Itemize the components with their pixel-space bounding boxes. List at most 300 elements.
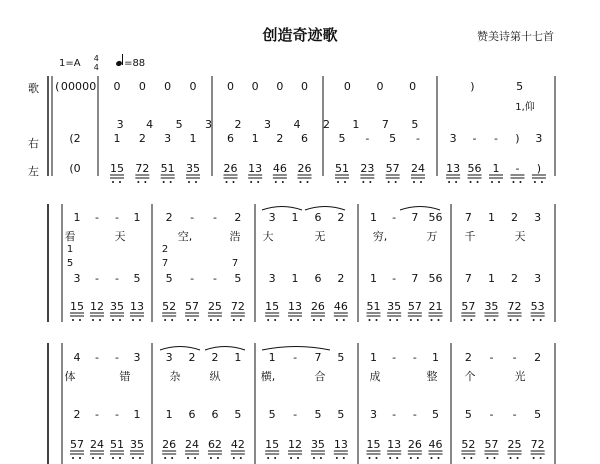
octave-dot — [233, 181, 235, 183]
octave-dot — [282, 181, 284, 183]
voice-note: 0 — [164, 80, 172, 93]
octave-dot — [112, 319, 114, 321]
octave-dot — [517, 457, 519, 459]
inner-note: 5 — [66, 258, 74, 269]
octave-dot — [512, 181, 514, 183]
right-upper-note: 2 — [234, 118, 242, 131]
melody-note: 1 — [73, 211, 81, 224]
octave-dot — [170, 181, 172, 183]
octave-dot — [343, 319, 345, 321]
melody-note: 2 — [165, 211, 173, 224]
octave-dot — [194, 457, 196, 459]
right-lower-note: - — [365, 132, 370, 145]
right-lower-note: 5 — [534, 408, 542, 421]
octave-dot — [290, 457, 292, 459]
right-lower-note: 5 — [234, 272, 242, 285]
melody-note: 6 — [314, 211, 322, 224]
voice-note: 0 — [67, 80, 75, 93]
octave-dot — [194, 319, 196, 321]
left-note: 25 — [207, 300, 222, 313]
left-note: 56 — [467, 162, 482, 175]
left-note: 23 — [360, 162, 375, 175]
octave-dot — [448, 181, 450, 183]
octave-dot — [498, 181, 500, 183]
slur — [400, 207, 440, 211]
octave-dot — [336, 457, 338, 459]
right-lower-note: 5 — [133, 272, 141, 285]
lyric: 万 — [426, 230, 438, 243]
octave-dot — [470, 181, 472, 183]
octave-dot — [297, 457, 299, 459]
slur — [262, 207, 302, 211]
left-note: 35 — [186, 162, 200, 175]
right-upper-note: 5 — [411, 118, 419, 131]
slur — [160, 347, 200, 351]
right-lower-note: 5 — [337, 408, 345, 421]
left-note: 51 — [160, 162, 175, 175]
octave-dot — [274, 457, 276, 459]
left-note: 12 — [288, 438, 303, 451]
left-note: 52 — [162, 300, 177, 313]
melody-note: - — [392, 351, 397, 364]
lyric: 天 — [514, 230, 526, 243]
octave-dot — [463, 319, 465, 321]
melody-note: 2 — [464, 351, 472, 364]
octave-dot — [493, 319, 495, 321]
right-lower-note: 1 — [370, 272, 377, 285]
octave-dot — [534, 181, 536, 183]
octave-dot — [389, 457, 391, 459]
octave-dot — [240, 319, 242, 321]
octave-dot — [139, 457, 141, 459]
octave-dot — [112, 457, 114, 459]
melody-note: - — [392, 211, 397, 224]
octave-dot — [112, 181, 114, 183]
left-note: 21 — [428, 300, 443, 313]
octave-dot — [72, 319, 74, 321]
right-lower-note: 3 — [449, 132, 457, 145]
right-lower-note: 5 — [389, 132, 397, 145]
melody-note: 3 — [534, 211, 542, 224]
right-lower-note: 5 — [314, 408, 322, 421]
octave-dot — [438, 319, 440, 321]
octave-dot — [217, 457, 219, 459]
left-note: 1 — [492, 162, 500, 175]
octave-dot — [533, 457, 535, 459]
melody-note: 1 — [487, 211, 495, 224]
octave-dot — [99, 457, 101, 459]
tempo-marking: =88 — [124, 58, 146, 69]
octave-dot — [410, 457, 412, 459]
octave-dot — [369, 319, 371, 321]
octave-dot — [519, 181, 521, 183]
octave-dot — [226, 181, 228, 183]
left-note: 57 — [407, 300, 422, 313]
melody-note: 1 — [291, 211, 299, 224]
octave-dot — [431, 319, 433, 321]
right-lower-note: 2 — [73, 408, 81, 421]
melody-note: 7 — [314, 351, 322, 364]
octave-dot — [517, 319, 519, 321]
inner-note: 1 — [66, 244, 74, 255]
right-lower-note: 7 — [464, 272, 472, 285]
left-note: 46 — [428, 438, 443, 451]
right-lower-note: 1 — [251, 132, 259, 145]
right-lower-note: 1 — [189, 132, 197, 145]
melody-note: 2 — [534, 351, 542, 364]
melody-note: - — [412, 351, 417, 364]
right-lower-note: 5 — [338, 132, 346, 145]
right-lower-note: 1 — [113, 132, 121, 145]
right-lower-note: 2 — [276, 132, 284, 145]
part-label-left: 左 — [28, 165, 39, 178]
inner-note: 7 — [231, 258, 239, 269]
left-note: 15 — [70, 300, 84, 313]
right-lower-note: 1 — [133, 408, 141, 421]
left-note: (0 — [69, 162, 81, 175]
left-note: 35 — [310, 438, 325, 451]
left-note: 51 — [335, 162, 349, 175]
left-note: 24 — [411, 162, 425, 175]
left-note: 46 — [272, 162, 287, 175]
right-lower-note: - — [115, 408, 119, 421]
voice-note: 0 — [409, 80, 417, 93]
octave-dot — [92, 457, 94, 459]
right-lower-note: 6 — [301, 132, 308, 145]
octave-dot — [92, 319, 94, 321]
left-note: 13 — [130, 300, 144, 313]
voice-note: 0 — [82, 80, 90, 93]
octave-dot — [388, 181, 390, 183]
octave-dot — [541, 181, 543, 183]
melody-note: - — [489, 351, 494, 364]
lyric: 整 — [426, 370, 438, 383]
left-note: 15 — [265, 438, 280, 451]
octave-dot — [533, 319, 535, 321]
part-label-right: 右 — [28, 137, 39, 150]
melody-note: 7 — [411, 211, 419, 224]
octave-dot — [455, 181, 457, 183]
octave-dot — [389, 319, 391, 321]
left-note: 35 — [387, 300, 402, 313]
lyric: 穷, — [372, 230, 388, 243]
right-lower-note: (2 — [69, 132, 81, 145]
melody-note: - — [212, 211, 217, 224]
octave-dot — [164, 319, 166, 321]
right-lower-note: 5 — [432, 408, 439, 421]
voice-note: 0 — [89, 80, 97, 93]
left-note: 15 — [265, 300, 280, 313]
key-signature: 1=A — [59, 58, 81, 69]
right-lower-note: - — [412, 408, 417, 421]
left-note: 35 — [110, 300, 124, 313]
left-note: 26 — [223, 162, 238, 175]
melody-note: 7 — [464, 211, 472, 224]
right-lower-note: 3 — [73, 272, 81, 285]
lyric: 光 — [514, 370, 526, 383]
lyric: 无 — [314, 230, 326, 243]
right-lower-note: - — [190, 272, 195, 285]
octave-dot — [257, 181, 259, 183]
octave-dot — [413, 181, 415, 183]
lyric: 大 — [262, 230, 274, 243]
octave-dot — [267, 457, 269, 459]
inner-note: 2 — [161, 244, 169, 255]
right-upper-note: 4 — [293, 118, 301, 131]
left-note: 72 — [230, 300, 245, 313]
octave-dot — [343, 457, 345, 459]
octave-dot — [188, 181, 190, 183]
melody-note: - — [95, 211, 99, 224]
right-upper-note: 3 — [264, 118, 271, 131]
left-note: 26 — [407, 438, 422, 451]
lyric: 成 — [369, 370, 381, 383]
octave-dot — [477, 181, 479, 183]
inner-note: 7 — [161, 258, 169, 269]
voice-note: 0 — [189, 80, 197, 93]
right-lower-note: 7 — [411, 272, 419, 285]
voice-note: 0 — [60, 80, 68, 93]
octave-dot — [431, 457, 433, 459]
octave-dot — [79, 457, 81, 459]
right-upper-note: 7 — [381, 118, 389, 131]
left-note: 13 — [288, 300, 303, 313]
right-upper-note: 5 — [175, 118, 183, 131]
right-lower-note: 1 — [165, 408, 173, 421]
voice-note: 0 — [343, 80, 351, 93]
right-lower-note: 1 — [487, 272, 495, 285]
octave-dot — [187, 457, 189, 459]
part-label-voice: 歌 — [28, 82, 39, 95]
voice-note: 0 — [113, 80, 121, 93]
octave-dot — [376, 319, 378, 321]
octave-dot — [300, 181, 302, 183]
octave-dot — [171, 457, 173, 459]
lyric: 错 — [119, 370, 131, 383]
left-note: 72 — [530, 438, 545, 451]
right-lower-note: 6 — [314, 272, 322, 285]
left-note: 57 — [385, 162, 400, 175]
right-lower-note: 6 — [227, 132, 234, 145]
lyric: 横, — [260, 370, 276, 383]
right-lower-note: 3 — [534, 272, 542, 285]
octave-dot — [119, 457, 121, 459]
octave-dot — [297, 319, 299, 321]
left-note: 24 — [185, 438, 200, 451]
left-note: 26 — [297, 162, 312, 175]
octave-dot — [233, 457, 235, 459]
octave-dot — [493, 457, 495, 459]
right-upper-note: 3 — [205, 118, 213, 131]
octave-dot — [195, 181, 197, 183]
octave-dot — [420, 181, 422, 183]
left-note: 51 — [110, 438, 124, 451]
lyric: 个 — [464, 370, 476, 383]
octave-dot — [376, 457, 378, 459]
octave-dot — [396, 457, 398, 459]
octave-dot — [275, 181, 277, 183]
slur — [262, 347, 330, 351]
melody-note: 2 — [188, 351, 196, 364]
right-lower-note: - — [416, 132, 420, 145]
octave-dot — [417, 319, 419, 321]
octave-dot — [510, 457, 512, 459]
octave-dot — [336, 319, 338, 321]
right-lower-note: 3 — [370, 408, 377, 421]
octave-dot — [132, 457, 134, 459]
right-upper-note: 4 — [146, 118, 154, 131]
octave-dot — [395, 181, 397, 183]
octave-dot — [210, 457, 212, 459]
left-note: 57 — [70, 438, 84, 451]
voice-note: ( — [55, 80, 60, 93]
lyric: 空, — [177, 230, 193, 243]
voice-note: 0 — [276, 80, 284, 93]
left-note: 12 — [90, 300, 104, 313]
song-title: 创造奇迹歌 — [262, 26, 338, 44]
octave-dot — [217, 319, 219, 321]
right-lower-note: ) — [515, 132, 520, 145]
octave-dot — [369, 181, 371, 183]
octave-dot — [164, 457, 166, 459]
melody-note: - — [95, 351, 99, 364]
octave-dot — [250, 181, 252, 183]
melody-note: - — [115, 351, 119, 364]
slur — [205, 347, 245, 351]
octave-dot — [240, 457, 242, 459]
right-lower-note: 2 — [337, 272, 345, 285]
voice-note: ) — [470, 80, 475, 93]
melody-note: 3 — [268, 211, 276, 224]
melody-note: 1 — [370, 211, 377, 224]
octave-dot — [139, 319, 141, 321]
octave-dot — [337, 181, 339, 183]
melody-note: 2 — [337, 211, 345, 224]
left-note: 25 — [507, 438, 522, 451]
right-lower-note: 2 — [138, 132, 146, 145]
octave-dot — [307, 181, 309, 183]
left-note: 53 — [530, 300, 545, 313]
left-note: 72 — [135, 162, 150, 175]
melody-note: - — [190, 211, 195, 224]
left-note: 42 — [230, 438, 245, 451]
octave-dot — [320, 319, 322, 321]
melody-note: 1 — [432, 351, 439, 364]
time-denominator: 4 — [93, 63, 99, 72]
octave-dot — [137, 181, 139, 183]
lyric: 天 — [114, 230, 126, 243]
octave-dot — [313, 457, 315, 459]
lyric: 体 — [64, 370, 76, 383]
octave-dot — [99, 319, 101, 321]
left-note: 13 — [333, 438, 348, 451]
octave-dot — [486, 457, 488, 459]
octave-dot — [290, 319, 292, 321]
right-lower-note: - — [489, 408, 494, 421]
octave-dot — [369, 457, 371, 459]
right-lower-note: - — [392, 408, 397, 421]
right-lower-note: 3 — [164, 132, 172, 145]
right-upper-note: 3 — [116, 118, 124, 131]
voice-note: 0 — [301, 80, 308, 93]
lyric: 纵 — [209, 370, 221, 383]
octave-dot — [540, 319, 542, 321]
lyric: 千 — [464, 230, 476, 243]
lyric: 杂 — [169, 370, 181, 383]
left-note: 57 — [484, 438, 499, 451]
octave-dot — [470, 457, 472, 459]
right-lower-note: 3 — [535, 132, 543, 145]
left-note: 13 — [248, 162, 263, 175]
octave-dot — [510, 319, 512, 321]
right-lower-note: 1 — [291, 272, 299, 285]
melody-note: 1 — [370, 351, 377, 364]
octave-dot — [144, 181, 146, 183]
right-lower-note: - — [293, 408, 298, 421]
octave-dot — [486, 319, 488, 321]
right-lower-note: 5 — [464, 408, 472, 421]
lyric: 1,仰 — [515, 102, 535, 113]
left-note: 13 — [446, 162, 461, 175]
right-lower-note: 2 — [511, 272, 519, 285]
octave-dot — [171, 319, 173, 321]
octave-dot — [267, 319, 269, 321]
voice-note: 5 — [516, 80, 524, 93]
right-lower-note: - — [472, 132, 477, 145]
melody-note: 2 — [211, 351, 219, 364]
right-upper-note: 1 — [352, 118, 360, 131]
left-note: 35 — [484, 300, 499, 313]
hymn-number: 赞美诗第十七首 — [477, 30, 554, 43]
melody-note: 2 — [511, 211, 519, 224]
left-note: 57 — [461, 300, 476, 313]
left-note: 46 — [333, 300, 348, 313]
melody-note: 1 — [268, 351, 276, 364]
right-lower-note: - — [392, 272, 397, 285]
octave-dot — [362, 181, 364, 183]
slur — [305, 207, 345, 211]
left-note: 24 — [90, 438, 104, 451]
melody-note: - — [115, 211, 119, 224]
right-lower-note: 56 — [428, 272, 443, 285]
voice-note: 0 — [227, 80, 234, 93]
octave-dot — [187, 319, 189, 321]
lyric: 浩 — [229, 230, 241, 243]
octave-dot — [313, 319, 315, 321]
left-note: 62 — [207, 438, 222, 451]
right-lower-note: - — [95, 408, 99, 421]
left-note: 26 — [310, 300, 325, 313]
right-lower-note: 6 — [211, 408, 219, 421]
left-note: - — [515, 162, 520, 175]
melody-note: 4 — [73, 351, 81, 364]
left-note: 51 — [366, 300, 381, 313]
left-note: ) — [536, 162, 542, 175]
melody-note: 3 — [165, 351, 173, 364]
voice-note: 0 — [138, 80, 146, 93]
melody-note: 1 — [234, 351, 242, 364]
octave-dot — [233, 319, 235, 321]
octave-dot — [72, 457, 74, 459]
right-lower-note: 5 — [234, 408, 242, 421]
octave-dot — [320, 457, 322, 459]
melody-note: 3 — [133, 351, 141, 364]
left-note: 13 — [387, 438, 402, 451]
octave-dot — [79, 319, 81, 321]
right-lower-note: - — [95, 272, 99, 285]
melody-note: 5 — [337, 351, 345, 364]
right-lower-note: 5 — [165, 272, 173, 285]
